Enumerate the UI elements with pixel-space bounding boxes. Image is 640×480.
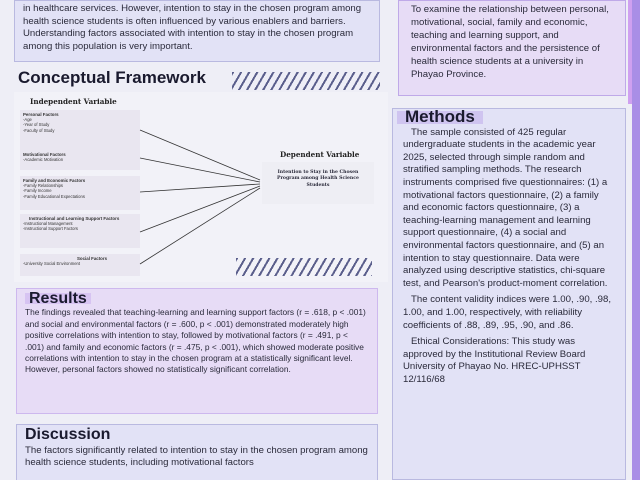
group-title: Social Factors — [77, 256, 108, 261]
introduction-panel — [14, 0, 380, 62]
conceptual-framework — [14, 92, 388, 282]
methods-paragraph-2: The content validity indices were 1.00, .90, .98, 1.00, and 1.00, respectively, with reliability coefficients of .88, .89, .95, .90, and .86. — [403, 294, 611, 331]
group-item: -Year of Study — [23, 122, 50, 128]
discussion-text: The factors significantly related to intention to stay in the chosen program among health science students, including motivational factors — [25, 444, 368, 469]
results-title: Results — [25, 293, 91, 304]
framework-title: Conceptual Framework — [18, 68, 206, 87]
arrow-instructional — [140, 186, 260, 232]
discussion-title: Discussion — [25, 426, 111, 443]
objective-text: To examine the relationship between personal, motivational, social, family and economic, teaching and learning support, and environmental factors and the persistence of health science students at a university in Phayao Province. — [411, 4, 609, 80]
dependent-variable-text: Intention to Stay in the Chosen Program among Health Science Students — [277, 170, 359, 188]
objective-panel — [398, 0, 626, 96]
group-item: -Instructional Support Factors — [23, 226, 78, 232]
group-item: -Instructional Management — [23, 221, 73, 227]
group-title: Motivational Factors — [23, 152, 66, 157]
methods-paragraph-3: Ethical Considerations: This study was approved by the Institutional Review Board University of Phayao No. HREC-UPHSST 12/116/68 — [403, 336, 586, 385]
group-item: -Academic Motivation — [23, 157, 64, 163]
arrow-personal — [140, 130, 260, 180]
methods-panel — [392, 108, 626, 480]
hatch-decoration-top — [232, 72, 380, 90]
group-item: -Family Income — [23, 188, 52, 194]
arrow-family — [140, 184, 260, 192]
results-panel — [16, 288, 378, 414]
dependent-variable-box — [262, 162, 374, 204]
introduction-text: in healthcare services. However, intention to stay in the chosen program among health science students is often influenced by various enablers and barriers. Understanding factors associated with intention to stay in the chosen program among this population is very important. — [23, 3, 362, 52]
methods-title: Methods — [397, 111, 483, 124]
group-item: -University Social Environment — [23, 261, 81, 267]
group-item: -Family Educational Expectations — [23, 193, 85, 199]
methods-paragraph-1: The sample consisted of 425 regular undergraduate students in the academic year 2025, selected through simple random and stratified sampling methods. The research instruments comprised five questionnaires: (1) a motivational factors questionnaire, (2) a family and economic factors questionnaire, (3) a teaching-learning management and learning support questionnaire, (4) a social and environmental factors questionnaire, and (5) an intention to stay questionnaire. Data were analyzed using descriptive statistics, chi-square test, and Pearson's product-moment correlation. — [403, 126, 608, 289]
group-title: Personal Factors — [23, 112, 59, 117]
group-item: -Family Relationships — [23, 183, 64, 189]
independent-heading: Independent Variable — [30, 97, 117, 106]
group-item: -Faculty of Study — [23, 127, 55, 133]
discussion-panel — [16, 424, 378, 480]
decorative-edge — [632, 0, 640, 480]
arrow-social — [140, 188, 260, 264]
group-item: -Age — [23, 117, 32, 123]
results-text: The findings revealed that teaching-learning and learning support factors (r = .618, p < .001) and social and environmental factors (r = .600, p < .001) demonstrated moderately high positive correlations with intention to stay, followed by motivational factors (r = .491, p < .001) and family and economic factors (r = .475, p < .001), which showed moderate positive correlations with intention to stay in the chosen program at a statistically significant level. However, personal factors showed no statistically significant correlation. — [25, 307, 366, 375]
group-title: Family and Economic Factors — [23, 178, 86, 183]
hatch-decoration-bottom — [236, 258, 372, 276]
arrow-motivational — [140, 158, 260, 182]
group-title: Instructional and Learning Support Factors — [29, 216, 120, 221]
dependent-heading: Dependent Variable — [280, 150, 360, 159]
